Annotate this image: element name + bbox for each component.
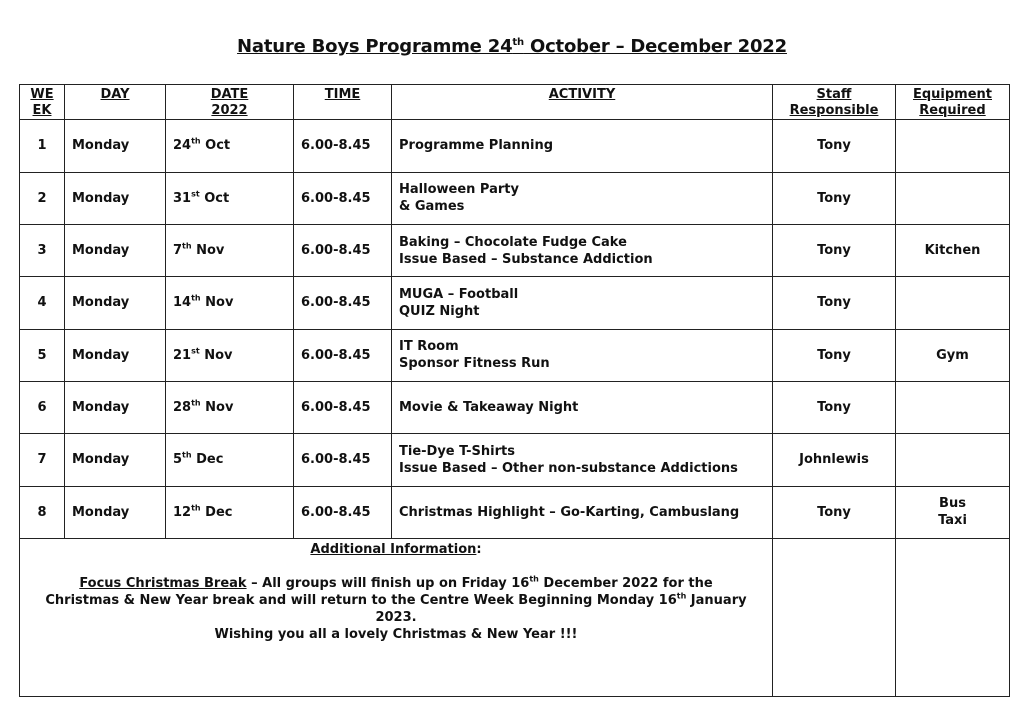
date-cell: 24th Oct xyxy=(166,120,294,172)
week-cell: 1 xyxy=(20,120,65,172)
activity-cell: IT Room Sponsor Fitness Run xyxy=(392,329,773,381)
date-cell: 21st Nov xyxy=(166,329,294,381)
activity-cell: Tie-Dye T-Shirts Issue Based – Other non-substance Addictions xyxy=(392,434,773,486)
header-equipment: Equipment Required xyxy=(896,85,1010,120)
table-row xyxy=(20,381,1010,433)
programme-table xyxy=(19,84,1010,697)
day-cell: Monday xyxy=(65,381,166,433)
date-cell: 28th Nov xyxy=(166,381,294,433)
date-cell: 12th Dec xyxy=(166,486,294,538)
day-cell: Monday xyxy=(65,277,166,329)
title-suffix: October – December 2022 xyxy=(523,36,787,57)
week-cell: 3 xyxy=(20,224,65,276)
time-cell: 6.00-8.45 xyxy=(294,329,392,381)
staff-cell: Johnlewis xyxy=(773,434,896,486)
time-cell: 6.00-8.45 xyxy=(294,120,392,172)
activity-cell: Christmas Highlight – Go-Karting, Cambuslang xyxy=(392,486,773,538)
info-equipment-empty xyxy=(896,538,1010,696)
date-cell: 14th Nov xyxy=(166,277,294,329)
day-cell: Monday xyxy=(65,434,166,486)
additional-information: Additional Information: Focus Christmas Break – All groups will finish up on Friday 16th December 2022 for the Christmas & New Year break and will return to the Centre Week Beginning Monday 16th January 2023. Wishing you all a lovely Christmas & New Year !!! xyxy=(20,538,773,696)
table-row xyxy=(20,329,1010,381)
info-heading: Additional Information xyxy=(310,541,477,557)
table-row xyxy=(20,434,1010,486)
title-prefix: Nature Boys Programme 24 xyxy=(237,36,513,57)
staff-cell: Tony xyxy=(773,486,896,538)
header-activity: ACTIVITY xyxy=(392,85,773,120)
time-cell: 6.00-8.45 xyxy=(294,277,392,329)
equipment-cell xyxy=(896,381,1010,433)
week-cell: 2 xyxy=(20,172,65,224)
time-cell: 6.00-8.45 xyxy=(294,486,392,538)
time-cell: 6.00-8.45 xyxy=(294,224,392,276)
staff-cell: Tony xyxy=(773,381,896,433)
equipment-cell xyxy=(896,277,1010,329)
header-date: DATE 2022 xyxy=(166,85,294,120)
time-cell: 6.00-8.45 xyxy=(294,381,392,433)
table-row xyxy=(20,120,1010,172)
equipment-cell xyxy=(896,434,1010,486)
time-cell: 6.00-8.45 xyxy=(294,434,392,486)
table-row xyxy=(20,172,1010,224)
table-row xyxy=(20,486,1010,538)
date-cell: 5th Dec xyxy=(166,434,294,486)
table-row xyxy=(20,277,1010,329)
staff-cell: Tony xyxy=(773,277,896,329)
staff-cell: Tony xyxy=(773,329,896,381)
equipment-cell: Gym xyxy=(896,329,1010,381)
activity-cell: Movie & Takeaway Night xyxy=(392,381,773,433)
staff-cell: Tony xyxy=(773,172,896,224)
info-row xyxy=(20,538,1010,696)
equipment-cell xyxy=(896,172,1010,224)
time-cell: 6.00-8.45 xyxy=(294,172,392,224)
header-row xyxy=(20,85,1010,120)
day-cell: Monday xyxy=(65,120,166,172)
week-cell: 8 xyxy=(20,486,65,538)
equipment-cell: Kitchen xyxy=(896,224,1010,276)
title-sup: th xyxy=(512,37,524,48)
activity-cell: Baking – Chocolate Fudge Cake Issue Based – Substance Addiction xyxy=(392,224,773,276)
week-cell: 4 xyxy=(20,277,65,329)
day-cell: Monday xyxy=(65,329,166,381)
header-staff: Staff Responsible xyxy=(773,85,896,120)
activity-cell: Programme Planning xyxy=(392,120,773,172)
week-cell: 7 xyxy=(20,434,65,486)
info-wishes: Wishing you all a lovely Christmas & New Year !!! xyxy=(214,626,578,642)
week-cell: 6 xyxy=(20,381,65,433)
staff-cell: Tony xyxy=(773,120,896,172)
activity-cell: Halloween Party & Games xyxy=(392,172,773,224)
info-staff-empty xyxy=(773,538,896,696)
header-week: WE EK xyxy=(20,85,65,120)
date-cell: 31st Oct xyxy=(166,172,294,224)
date-cell: 7th Nov xyxy=(166,224,294,276)
header-day: DAY xyxy=(65,85,166,120)
week-cell: 5 xyxy=(20,329,65,381)
info-label: Focus Christmas Break xyxy=(79,575,247,591)
day-cell: Monday xyxy=(65,224,166,276)
equipment-cell: Bus Taxi xyxy=(896,486,1010,538)
day-cell: Monday xyxy=(65,172,166,224)
staff-cell: Tony xyxy=(773,224,896,276)
info-body: Focus Christmas Break – All groups will finish up on Friday 16th December 2022 for the Christmas & New Year break and will return to the Centre Week Beginning Monday 16th January 2023. Wishing you all a lovely Christmas & New Year !!! xyxy=(45,574,747,642)
activity-cell: MUGA – Football QUIZ Night xyxy=(392,277,773,329)
table-row xyxy=(20,224,1010,276)
header-time: TIME xyxy=(294,85,392,120)
day-cell: Monday xyxy=(65,486,166,538)
page-title xyxy=(0,36,1024,57)
equipment-cell xyxy=(896,120,1010,172)
